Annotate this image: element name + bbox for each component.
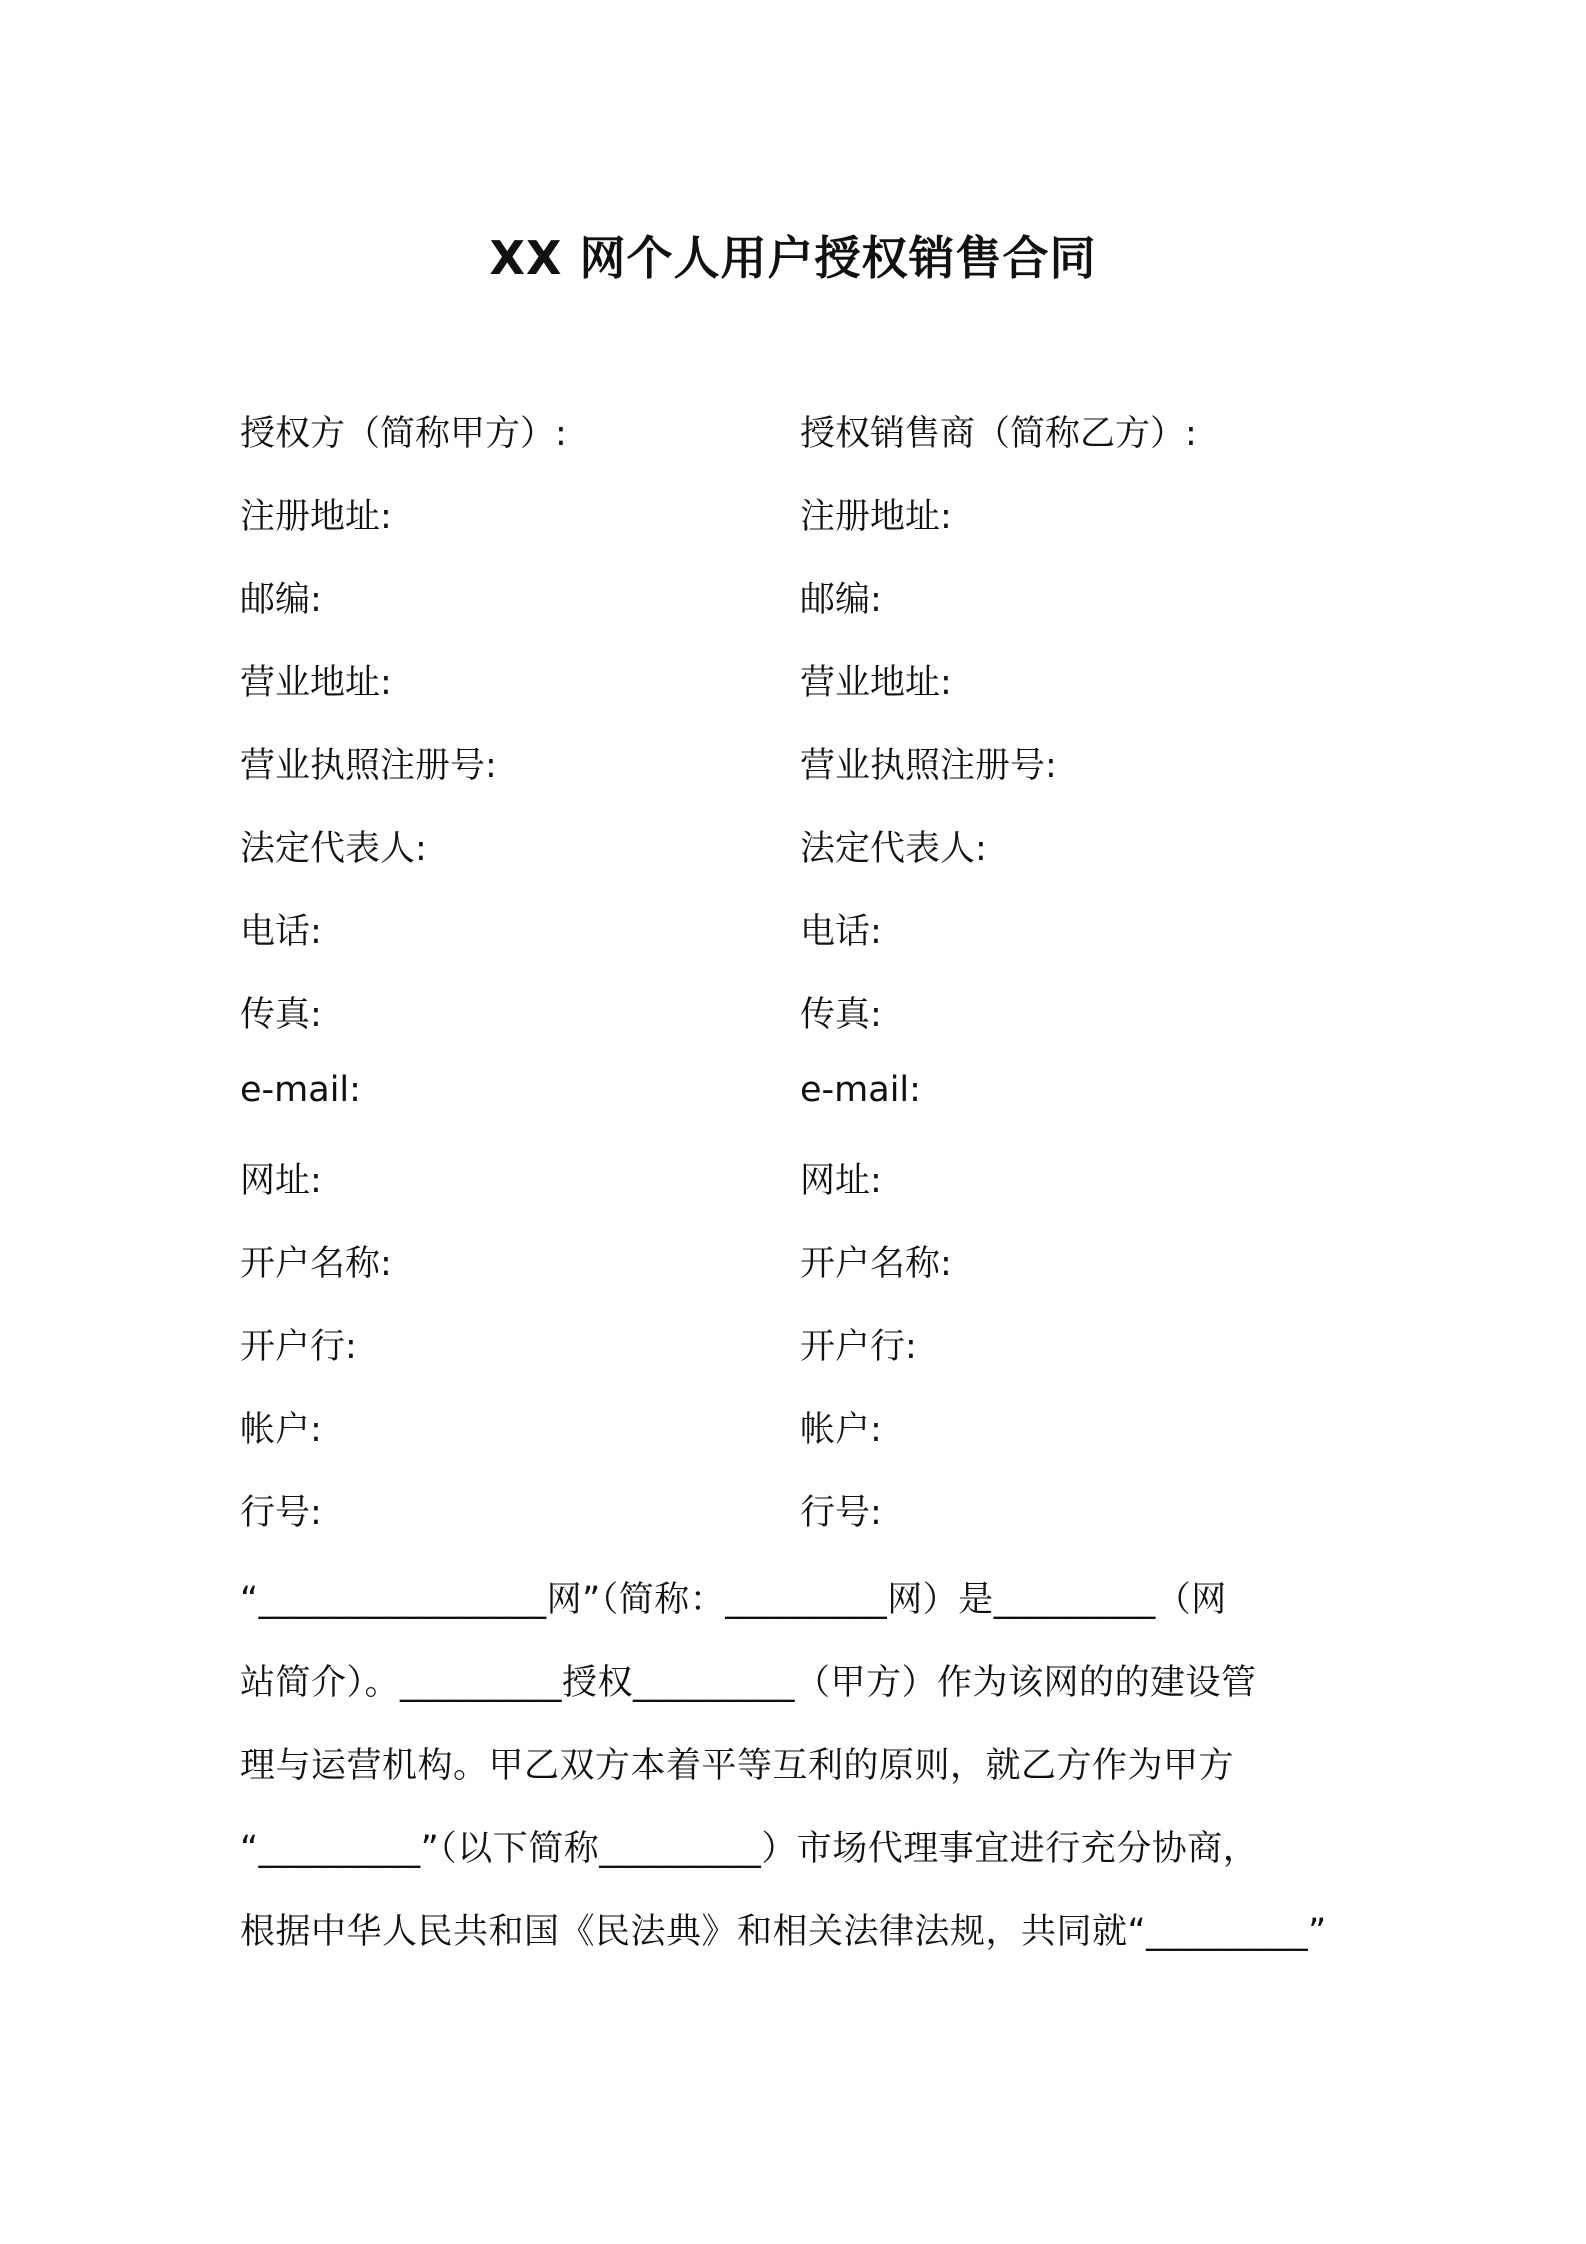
party-b-field-label: 开户行: bbox=[800, 1327, 917, 1367]
field-row bbox=[240, 1402, 1390, 1485]
contract-preamble bbox=[240, 1572, 1370, 1987]
field-row bbox=[240, 904, 1390, 987]
field-row bbox=[240, 987, 1390, 1070]
document-title: XX 网个人用户授权销售合同 bbox=[489, 231, 1097, 285]
party-a-field-label: 行号: bbox=[240, 1493, 322, 1533]
party-b-field-label: 开户名称: bbox=[800, 1244, 952, 1284]
party-a-field-label: e-mail: bbox=[240, 1070, 361, 1110]
party-a-field-label: 营业执照注册号: bbox=[240, 746, 497, 786]
field-row bbox=[240, 738, 1390, 821]
party-a-field-label: 开户名称: bbox=[240, 1244, 392, 1284]
paragraph-line: “________________网”（简称：_________网）是_________（网 bbox=[240, 1580, 1227, 1620]
party-a-field-label: 开户行: bbox=[240, 1327, 357, 1367]
field-row bbox=[240, 1070, 1390, 1153]
field-row bbox=[240, 655, 1390, 738]
field-row bbox=[240, 489, 1390, 572]
party-a-field-label: 电话: bbox=[240, 912, 322, 952]
party-a-field-label: 帐户: bbox=[240, 1410, 322, 1450]
party-a-field-label: 邮编: bbox=[240, 580, 322, 620]
party-a-field-label: 注册地址: bbox=[240, 497, 392, 537]
party-b-field-label: 授权销售商（简称乙方）: bbox=[800, 414, 1197, 454]
field-row bbox=[240, 1236, 1390, 1319]
field-row bbox=[240, 572, 1390, 655]
party-b-field-label: 行号: bbox=[800, 1493, 882, 1533]
party-a-field-label: 传真: bbox=[240, 995, 322, 1035]
party-b-field-label: e-mail: bbox=[800, 1070, 921, 1110]
party-b-field-label: 传真: bbox=[800, 995, 882, 1035]
field-row bbox=[240, 1153, 1390, 1236]
paragraph-line: 根据中华人民共和国《民法典》和相关法律法规，共同就“_________” bbox=[240, 1912, 1327, 1952]
field-row bbox=[240, 1485, 1390, 1568]
field-row bbox=[240, 821, 1390, 904]
party-b-field-label: 电话: bbox=[800, 912, 882, 952]
party-b-field-label: 营业地址: bbox=[800, 663, 952, 703]
party-b-field-label: 注册地址: bbox=[800, 497, 952, 537]
field-row bbox=[240, 406, 1390, 489]
party-a-field-label: 网址: bbox=[240, 1161, 322, 1201]
paragraph-line: “_________”（以下简称_________）市场代理事宜进行充分协商， bbox=[240, 1829, 1259, 1869]
party-a-field-label: 营业地址: bbox=[240, 663, 392, 703]
field-row bbox=[240, 1319, 1390, 1402]
party-info-table bbox=[240, 406, 1390, 1568]
party-b-field-label: 法定代表人: bbox=[800, 829, 987, 869]
party-a-field-label: 法定代表人: bbox=[240, 829, 427, 869]
party-b-field-label: 网址: bbox=[800, 1161, 882, 1201]
paragraph-line: 理与运营机构。甲乙双方本着平等互利的原则，就乙方作为甲方 bbox=[240, 1746, 1235, 1786]
party-b-field-label: 帐户: bbox=[800, 1410, 882, 1450]
party-a-field-label: 授权方（简称甲方）: bbox=[240, 414, 567, 454]
party-b-field-label: 营业执照注册号: bbox=[800, 746, 1057, 786]
party-b-field-label: 邮编: bbox=[800, 580, 882, 620]
paragraph-line: 站简介）。_________授权_________（甲方）作为该网的的建设管 bbox=[240, 1663, 1257, 1703]
